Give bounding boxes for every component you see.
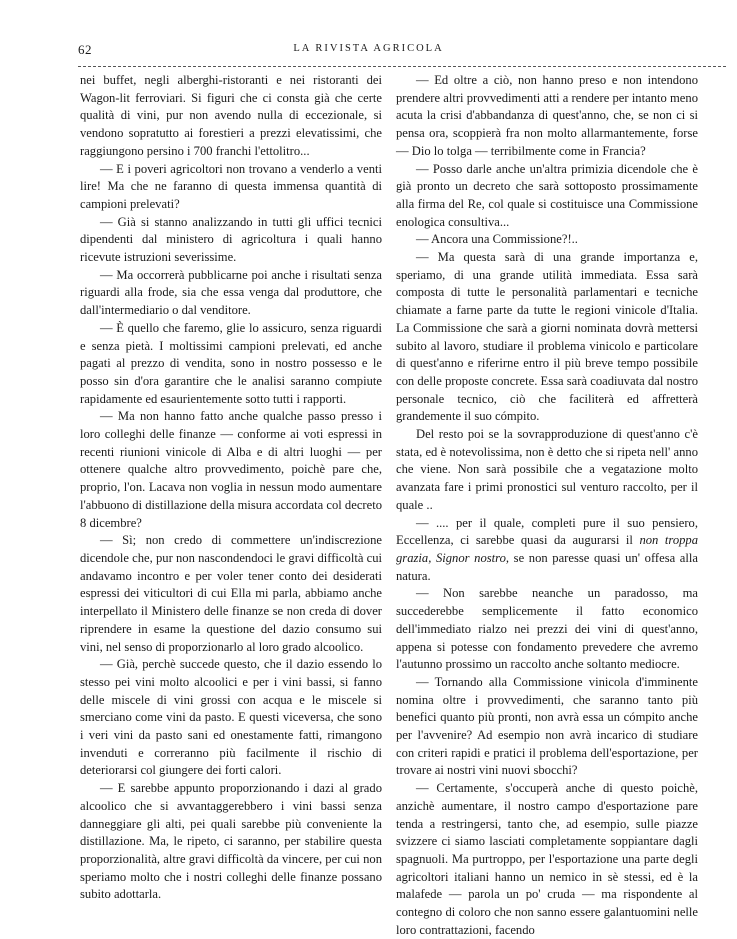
paragraph: Del resto poi se la sovrapproduzione di quest'anno c'è stata, ed è notevolissima, non è detto che si ripeta nell' anno che viene. Non sarà possibile che a vegatazione molto avanzata fare i primi pronostici sul venturo raccolto, per il quale ..	[396, 427, 698, 512]
paragraph: — Ma non hanno fatto anche qualche passo presso i loro colleghi delle finanze — conforme ai voti espressi in recenti riunioni vinicole di Alba e di altri luoghi — per ottenere qualche altro provvedimento, poichè pare che, proprio, l'on. Lacava non voglia in nessun modo aumentare l'abbuono di distillazione della misura accordata col decreto 8 dicembre?	[80, 409, 382, 530]
paragraph: — Posso darle anche un'altra primizia dicendole che è già pronto un decreto che sarà sottoposto prossimamente alla firma del Re, col quale si costituisce una Commissione enologica consultiva...	[396, 161, 698, 229]
paragraph: — Ancora una Commissione?!..	[416, 232, 578, 247]
header-rule	[78, 66, 726, 67]
paragraph: nei buffet, negli alberghi-ristoranti e nei ristoranti dei Wagon-lit ferroviari. Si figuri che ci consta già che certe qualità di vini, pur non avendo nulla di eccezionale, si vendono sopratutto ai forestieri a prezzi elevatissimi, che raggiungono persino i 700 franchi l'ettolitro...	[80, 73, 382, 158]
paragraph: — Già, perchè succede questo, che il dazio essendo lo stesso pei vini molto alcoolici e per i vini bassi, si fanno delle miscele di vini grossi con acqua e le miscele si smerciano come vini da pasto. E questi viceversa, che sono i veri vini da pasto sani ed onestamente fatti, rimangono invenduti e correranno più facilmente il rischio di deteriorarsi col giungere dei forti calori.	[80, 657, 382, 778]
paragraph: — Sì; non credo di commettere un'indiscrezione dicendole che, pur non nascondendoci le gravi difficoltà cui andavamo incontro e per voler tener conto dei desiderati espressi dei viticultori di cui Ella mi parla, abbiamo anche interpellato il Ministero delle finanze se non creda di dover riprendere in esame la questione del dazio consumo sui vini, nel senso di proporzionarlo al loro grado alcoolico.	[80, 533, 382, 654]
paragraph: — Certamente, s'occuperà anche di questo poichè, anzichè aumentare, il nostro campo d'esportazione pare tenda a restringersi, tanto che, ad esempio, sulle piazze svizzere ci siamo lasciati completamente soppiantare dagli spagnuoli. Ma purtroppo, per l'esportazione una parte degli agricoltori italiani hanno un nemico in sè stessi, ed è la malafede — parola un po' cruda — ma rispondente al contegno di coloro che non sanno essere galantuomini nelle loro contrattazioni, facendo	[396, 781, 698, 937]
paragraph: — Tornando alla Commissione vinicola d'imminente nomina oltre i provvedimenti, che saranno tanto più benefici quanto più pronti, non avrà essa un cómpito anche per l'avvenire? Ad esempio non avrà incarico di studiare con criteri rapidi e pratici il problema dell'esportazione, per trovare ai nostri vini nuovi sbocchi?	[396, 674, 698, 778]
left-column	[80, 72, 382, 904]
right-column	[396, 72, 698, 939]
paragraph-text: — .... per il quale, completi pure il suo pensiero, Eccellenza, ci sarebbe quasi da augurarsi il	[396, 515, 698, 548]
running-head: LA RIVISTA AGRICOLA	[293, 43, 444, 54]
paragraph: — E sarebbe appunto proporzionando i dazi al grado alcoolico che si avvantaggerebbero i vini bassi senza danneggiare gli alti, pei quali sarebbe più conveniente la distillazione. Ma, le ripeto, ci saranno, per stabilire questa proporzionalità, altre gravi difficoltà da vincere, per cui non speriamo molto che i nostri colleghi delle finanze possano subito adottarla.	[80, 781, 382, 902]
italic-phrase: non troppa grazia, Signor nostro,	[396, 533, 699, 565]
paragraph: — Ma occorrerà pubblicarne poi anche i risultati senza riguardi alla frode, sia che essa venga dal produttore, che dall'intermediario o dal venditore.	[80, 267, 382, 318]
paragraph: — Non sarebbe neanche un paradosso, ma succederebbe semplicemente il fatto economico dell'immediato rialzo nei prezzi dei vini di quest'anno, appena si potesse con fondamento prevedere che avremo l'autunno prossimo un raccolto anche soltanto mediocre.	[396, 586, 698, 672]
paragraph-text: se non paresse quasi un' offesa alla natura.	[396, 550, 698, 583]
paragraph: — E i poveri agricoltori non trovano a venderlo a venti lire! Ma che ne faranno di questa immensa quantità di campioni prelevati?	[80, 161, 382, 211]
paragraph: — Ma questa sarà di una grande importanza e, speriamo, di una grande utilità immediata. Essa sarà composta di tutte le personalità parlamentari e tecniche chiamate a farne parte da tutte le regioni vinicole d'Italia. La Commissione che sarà a giorni nominata dovrà mettersi subito al lavoro, studiare il problema vinicolo e particolare di quest'anno e riferirne entro il più breve tempo possibile con delle proposte concrete. Essa sarà coadiuvata dal nostro personale tecnico, ciò che faciliterà ed affretterà grandemente il suo cómpito.	[396, 250, 698, 424]
paragraph: — È quello che faremo, glie lo assicuro, senza riguardi e senza pietà. I moltissimi campioni prelevati, ed anche pagati al prezzo di vendita, sono in nostro possesso e le posso sin d'ora garantire che le analisi saranno compiute rapidamente ed esaurientemente sotto tutti i rapporti.	[80, 320, 382, 406]
paragraph-with-italic	[396, 515, 698, 586]
paragraph: — Già si stanno analizzando in tutti gli uffici tecnici dipendenti dal ministero di agricoltura i quali hanno ricevute istruzioni severissime.	[80, 214, 382, 265]
page-number: 62	[78, 42, 92, 57]
paragraph: — Ed oltre a ciò, non hanno preso e non intendono prendere altri provvedimenti atti a rendere per intanto meno acuta la crisi d'abbandanza di quest'anno, che, se non ci si pensa ora, scoppierà fra non molto allarmantemente, forse — Dio lo tolga — terribilmente come in Francia?	[396, 73, 698, 158]
